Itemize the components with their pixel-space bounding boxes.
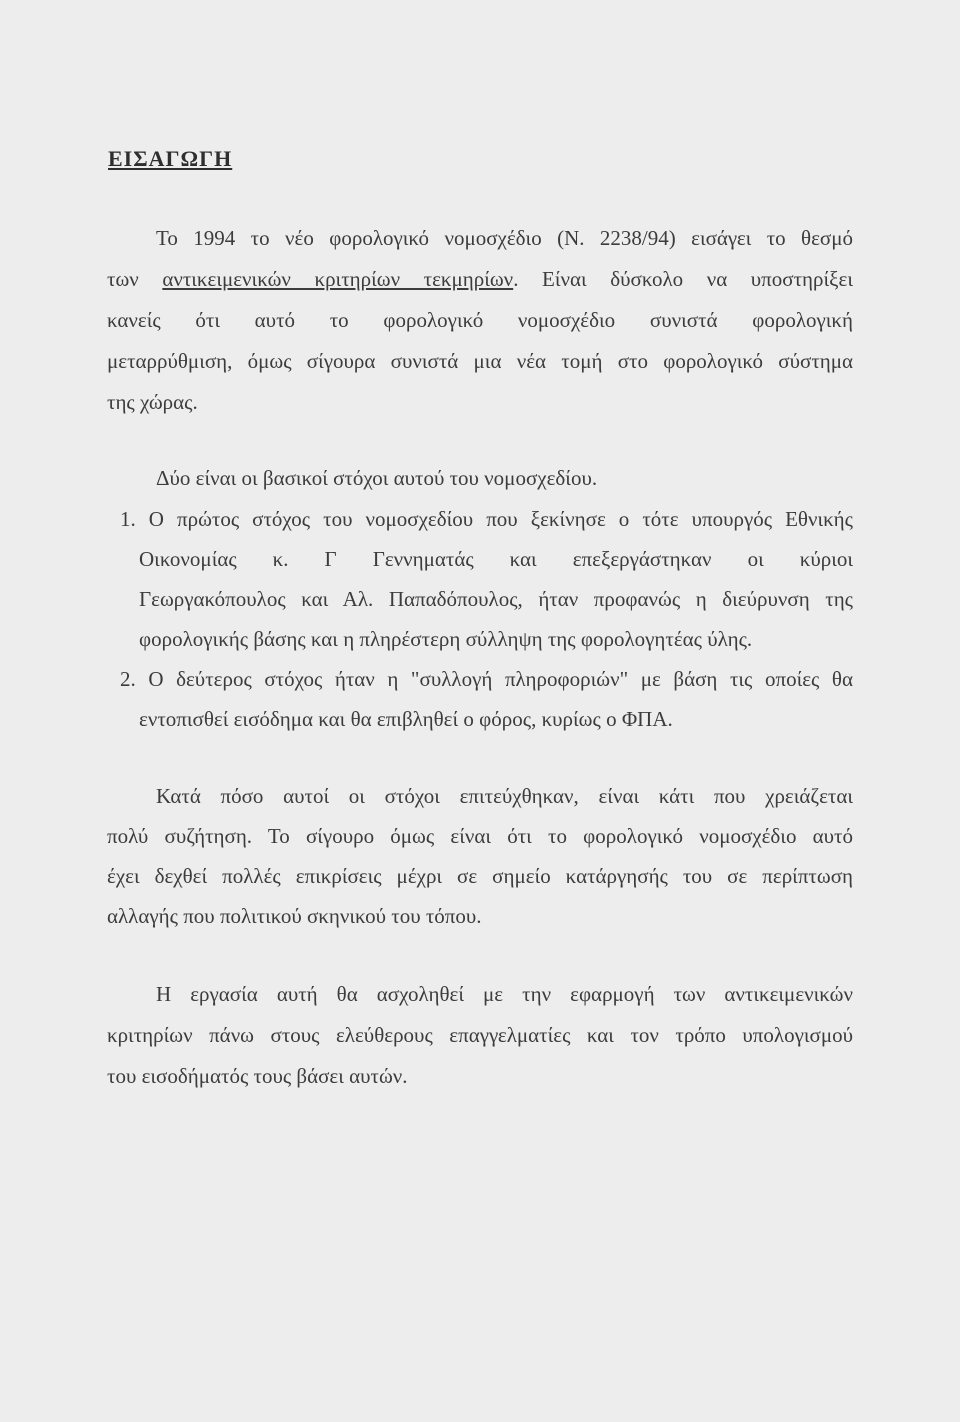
para1-line2 (107, 265, 853, 293)
para4-line1: Η εργασία αυτή θα ασχοληθεί με την εφαρμογή των αντικειμενικών (156, 982, 853, 1006)
underlined-term: αντικειμενικών κριτηρίων τεκμηρίων (162, 267, 514, 291)
para4-line2: κριτηρίων πάνω στους ελεύθερους επαγγελματίες και τον τρόπο υπολογισμού (107, 1023, 853, 1047)
section-heading: ΕΙΣΑΓΩΓΗ (108, 146, 233, 171)
para1-line3: κανείς ότι αυτό το φορολογικό νομοσχέδιο συνιστά φορολογική (107, 308, 853, 332)
para3-line3: έχει δεχθεί πολλές επικρίσεις μέχρι σε σημείο κατάργησής του σε περίπτωση (107, 864, 853, 888)
para1-line2-pre: των (107, 267, 163, 291)
para3-line4: αλλαγής που πολιτικού σκηνικού του τόπου. (107, 904, 482, 928)
para3-line2: πολύ συζήτηση. Το σίγουρο όμως είναι ότι το φορολογικό νομοσχέδιο αυτό (107, 824, 853, 848)
objective2-line2: εντοπισθεί εισόδημα και θα επιβληθεί ο φόρος, κυρίως ο ΦΠΑ. (139, 707, 673, 731)
objective1-line1: 1. Ο πρώτος στόχος του νομοσχεδίου που ξεκίνησε ο τότε υπουργός Εθνικής (120, 507, 853, 531)
para3-line1: Κατά πόσο αυτοί οι στόχοι επιτεύχθηκαν, είναι κάτι που χρειάζεται (156, 784, 853, 808)
objectives-intro: Δύο είναι οι βασικοί στόχοι αυτού του νομοσχεδίου. (156, 466, 598, 490)
para1-line2-post: . Είναι δύσκολο να υποστηρίξει (513, 267, 853, 291)
objective2-line1: 2. Ο δεύτερος στόχος ήταν η "συλλογή πληροφοριών" με βάση τις οποίες θα (120, 667, 853, 691)
para1-line4: μεταρρύθμιση, όμως σίγουρα συνιστά μια νέα τομή στο φορολογικό σύστημα (107, 349, 853, 373)
objective1-line4: φορολογικής βάσης και η πληρέστερη σύλληψη της φορολογητέας ύλης. (139, 627, 753, 651)
para4-line3: του εισοδήματός τους βάσει αυτών. (107, 1064, 408, 1088)
objective1-line3: Γεωργακόπουλος και Αλ. Παπαδόπουλος, ήταν προφανώς η διεύρυνση της (139, 587, 853, 611)
para1-line5: της χώρας. (107, 390, 198, 414)
para1-line1: Το 1994 το νέο φορολογικό νομοσχέδιο (Ν. 2238/94) εισάγει το θεσμό (156, 226, 853, 250)
objective1-line2: Οικονομίας κ. Γ Γεννηματάς και επεξεργάστηκαν οι κύριοι (139, 547, 853, 571)
